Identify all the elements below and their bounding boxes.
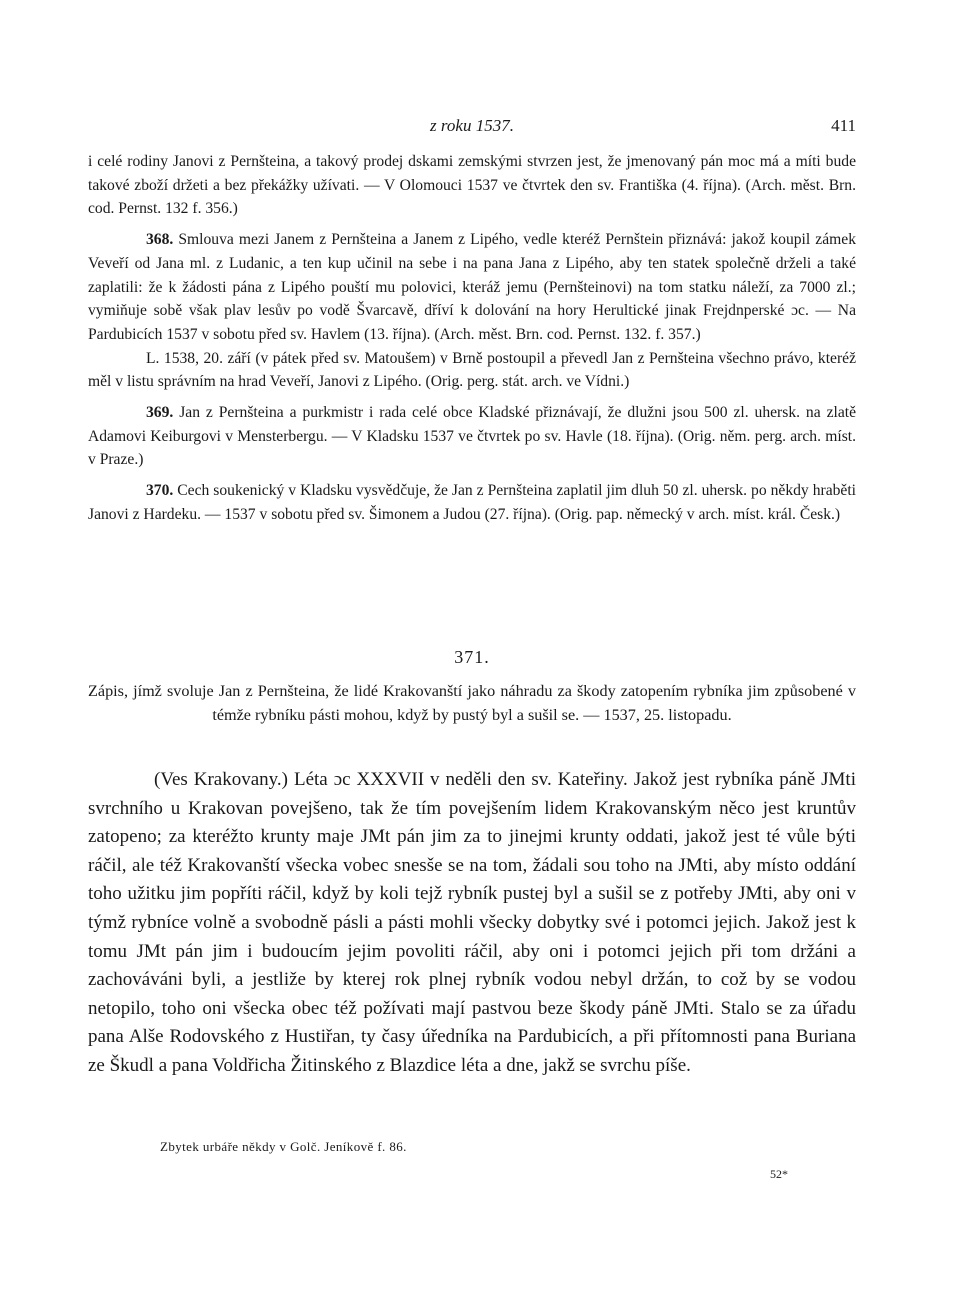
page-header [88,116,856,140]
entry-368-number: 368. [146,231,174,249]
entry-371-abstract: Zápis, jímž svoluje Jan z Pernšteina, že lidé Krakovanští jako náhradu za škody zatopením rybníka jim způsobené v témže rybníku pásti mohou, když by pustý byl a sušil se. — 1537, 25. listopadu. [88,682,856,724]
entry-368-text: Smlouva mezi Janem z Pernšteina a Janem z Lipého, vedle kteréž Pernštein přiznává: jakož koupil zámek Veveří od Jana ml. z Ludanic, a ten kup učinil na sebe i na pana Jana z Lipého, aby ten statek společně drželi a také zaplatili: že k žádosti pána z Lipého pouští mu polovici, kteráž jemu (Pernšteinovi) na tom statku náleží, za 7000 zl.; vymiňuje sobě však plav lesův po vodě Švarcavě, dříví k dolování na hory Herultické jinak Frejdnperské ɔc. — Na Pardubicích 1537 v sobotu před sv. Havlem (13. října). (Arch. měst. Brn. cod. Pernst. 132. f. 357.) [88,231,856,343]
page-number: 411 [831,116,856,135]
source-note: Zbytek urbáře někdy v Golč. Jeníkově f. 86. [160,1139,407,1154]
running-title: z roku 1537. [430,116,514,135]
entry-369-text: Jan z Pernšteina a purkmistr i rada celé obce Kladské přiznávají, že dlužni jsou 500 zl. uhersk. na zlatě Adamovi Keiburgovi v Mensterbergu. — V Kladsku 1537 ve čtvrtek po sv. Havle (18. října). (Orig. něm. perg. arch. míst. v Praze.) [88,404,856,469]
entry-368-continuation: L. 1538, 20. září (v pátek před sv. Matoušem) v Brně postoupil a převedl Jan z Pernšteina všechno právo, kteréž měl v listu správním na hrad Veveří, Janovi z Lipého. (Orig. perg. stát. arch. ve Vídni.) [88,349,856,391]
entry-368 [88,228,856,347]
entry-369-number: 369. [146,404,174,422]
entry-371-body: (Ves Krakovany.) Léta ɔc XXXVII v neděli den sv. Kateřiny. Jakož jest rybníka páně JMti svrchního u Krakovan povejšeno, tak že tím povejšením lidem Krakovanským něco jest kruntův zatopeno; za kteréžto krunty maje JMt pán jim za to jinejmi krunty oddati, jakož jest té vůle býti ráčil, ale též Krakovanští všecka vobec snesše se na tom, žádali sou toho na JMti, aby místo oddání toho užitku jim popříti ráčil, když by koli tejž rybník pustej byl a sušil se z potřeby JMti, aby oni v týmž rybníce volně a svobodně pásli a pásti mohli všecky dobytky své i potomci jejich. Jakož jest k tomu JMt pán jim i budoucím jejim povoliti ráčil, aby oni i potomci jejich při tom držáni a zachováváni byli, a jestliže by kterej rok plnej rybník vodou nebyl držán, to což by se vodou netopilo, toho oni všecka obec též požívati mají pastvou beze škody páně JMti. Stalo se za úřadu pana Alše Rodovského z Hustiřan, ty časy úředníka na Pardubicích, a při přítomnosti pana Buriana ze Škudl a pana Voldřicha Žitinského z Blazdice léta a dne, jakž se svrchu píše. [88,769,856,1076]
upper-entries [88,150,856,527]
preceding-entry-text: i celé rodiny Janovi z Pernšteina, a takový prodej dskami zemskými stvrzen jest, že jmenovaný pán moc má a míti bude takové zboží držeti a bez překážky užívati. — V Olomouci 1537 ve čtvrtek den sv. Františka (4. října). (Arch. měst. Brn. cod. Pernst. 132 f. 356.) [88,153,856,218]
entry-371-body-block [88,766,856,1081]
signature-mark: 52* [770,1167,788,1181]
entry-371-abstract-block [88,679,856,727]
entry-371-number: 371. [454,647,490,667]
entry-370 [88,479,856,526]
entry-370-text: Cech soukenický v Kladsku vysvědčuje, že Jan z Pernšteina zaplatil jim dluh 50 zl. uhersk. po někdy hraběti Janovi z Hardeku. — 1537 v sobotu před sv. Šimonem a Judou (27. října). (Orig. pap. německý v arch. míst. král. Česk.) [88,482,856,523]
entry-369 [88,401,856,472]
entry-370-number: 370. [146,482,174,500]
